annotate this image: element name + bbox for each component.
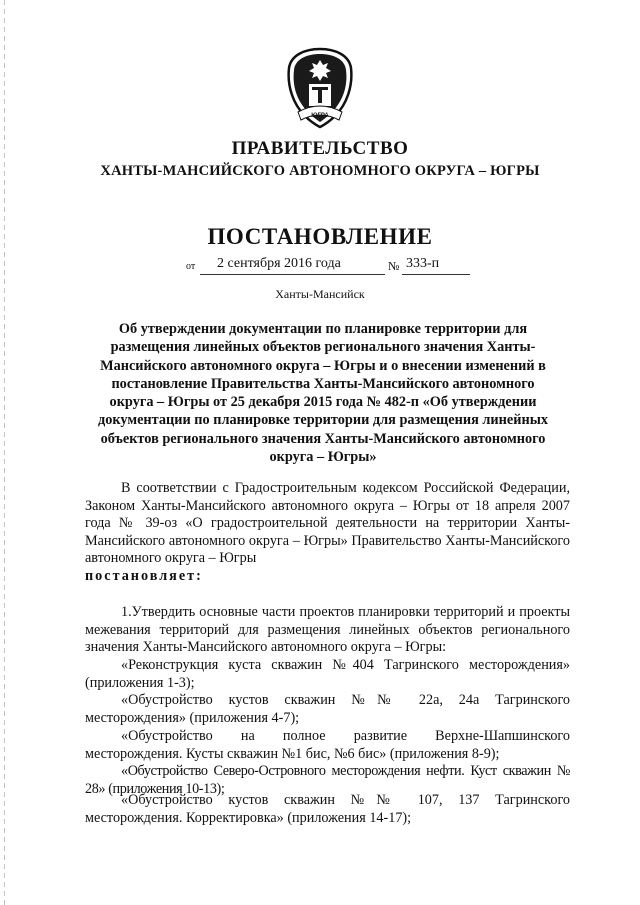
number-underline — [402, 274, 470, 275]
emblem-caption: ЮГРА — [311, 113, 329, 119]
resolves-line: постановляет: — [85, 568, 203, 584]
item-1-paragraph: 1.Утвердить основные части проектов планировки территорий и проекты межевания территорий для размещения линейных объектов регионального значения Ханты-Мансийского автономного округа – Югры: — [85, 604, 570, 656]
document-type: ПОСТАНОВЛЕНИЕ — [207, 224, 433, 249]
project-item: «Обустройство на полное развитие Верхне-Шапшинского месторождения. Кусты скважин №1 бис, №6 бис» (приложения 8-9); — [85, 728, 570, 762]
intro-paragraph: В соответствии с Градостроительным кодексом Российской Федерации, Законом Ханты-Мансийского автономного округа – Югры от 18 апреля 2007 года № 39-оз «О градостроительной деятельности на территории Ханты-Мансийского автономного округа – Югры» Правительство Ханты-Мансийского автономного округа – Югры — [85, 480, 570, 567]
date-prefix: от — [186, 261, 196, 272]
scan-margin-line — [4, 0, 5, 905]
project-item: «Реконструкция куста скважин №404 Тагринского месторождения» (приложения 1-3); — [85, 657, 570, 691]
region-title: ХАНТЫ-МАНСИЙСКОГО АВТОНОМНОГО ОКРУГА – ЮГРЫ — [100, 163, 540, 179]
document-date: 2 сентября 2016 года — [217, 256, 341, 271]
project-item: «Обустройство кустов скважин №№ 22а, 24а Тагринского месторождения» (приложения 4-7); — [85, 692, 570, 726]
coat-of-arms-emblem — [283, 46, 357, 130]
date-underline — [200, 274, 385, 275]
project-item: «Обустройство Северо-Островного месторождения нефти. Куст скважин № 28» (приложения 10-13); — [85, 763, 570, 797]
government-title: ПРАВИТЕЛЬСТВО — [231, 138, 409, 159]
document-subject: Об утверждении документации по планировке территории для размещения линейных объектов регионального значения Ханты-Мансийского автономного округа – Югры и о внесении изменений в постановление Правительства Ханты-Мансийского автономного округа – Югры от 25 декабря 2015 года № 482-п «Об утверждении документации по планировке территории для размещения линейных объектов регионального значения Ханты-Мансийского автономного округа – Югры» — [97, 321, 549, 466]
document-number: 333-п — [406, 256, 440, 271]
document-city: Ханты-Мансийск — [275, 287, 365, 301]
number-prefix: № — [388, 259, 400, 273]
project-item: «Обустройство кустов скважин №№ 107, 137 Тагринского месторождения. Корректировка» (приложения 14-17); — [85, 792, 570, 826]
date-number-row — [180, 256, 470, 276]
